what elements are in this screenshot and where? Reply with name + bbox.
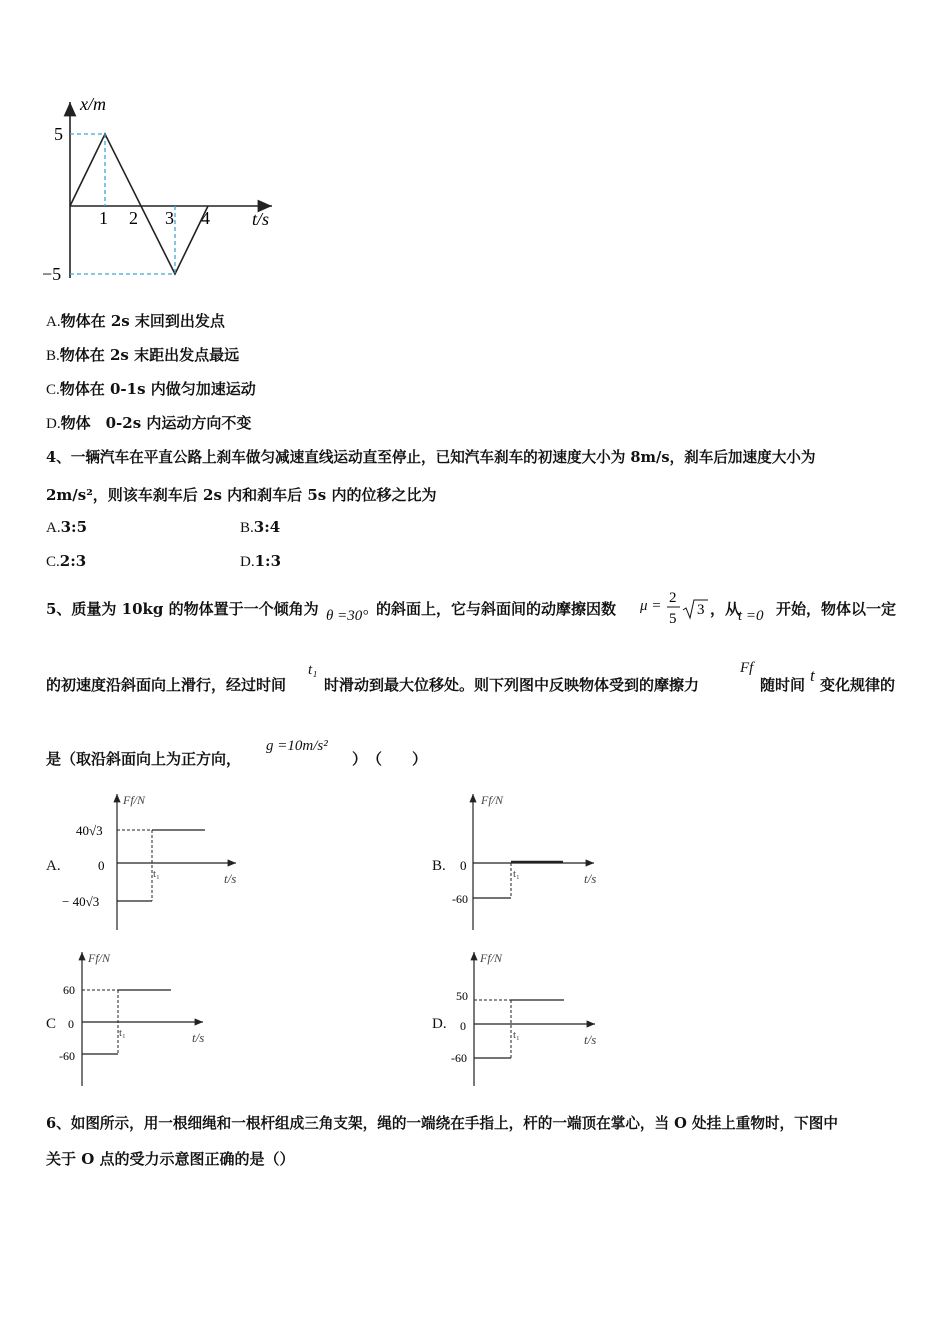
q4-stem-line2: 2m/s²，则该车刹车后 2s 内和刹车后 5s 内的位移之比为 xyxy=(46,486,437,504)
x-axis-label: t/s xyxy=(224,871,237,886)
mu-numerator: 2 xyxy=(669,590,677,606)
q5-theta: θ =30° xyxy=(326,608,369,624)
tick-t1: t₁ xyxy=(153,868,160,880)
tick-neg: -60 xyxy=(59,1049,75,1063)
q5-mu: μ = xyxy=(640,598,662,614)
tick-x-2: 2 xyxy=(129,208,138,228)
tick-neg: -60 xyxy=(452,892,468,906)
tick-x-4: 4 xyxy=(201,208,210,228)
tick-neg: -60 xyxy=(451,1051,467,1065)
y-axis-label: Ff/N xyxy=(88,951,111,965)
q5-t: t xyxy=(810,666,815,685)
q4-option-c: C.2:3 xyxy=(46,552,87,570)
mu-radicand: 3 xyxy=(697,602,705,618)
tick-neg: − 40√3 xyxy=(62,894,100,909)
q6-stem-line1: 6、如图所示，用一根细绳和一根杆组成三角支架，绳的一端绕在手指上，杆的一端顶在掌心，当 O 处挂上重物时，下图中 xyxy=(46,1115,838,1132)
tick-x-1: 1 xyxy=(99,208,108,228)
tick-pos: 40√3 xyxy=(76,823,103,838)
tick-y-neg5: −5 xyxy=(42,264,62,284)
q4-option-d: D.1:3 xyxy=(240,552,282,570)
q5-stem-l2b: 时滑动到最大位移处。则下列图中反映物体受到的摩擦力 xyxy=(324,676,700,694)
graph-a xyxy=(60,790,260,930)
x-axis-label: t/s xyxy=(584,871,597,886)
q5-stem-l2a: 的初速度沿斜面向上滑行，经过时间 xyxy=(46,676,287,694)
mu-denominator: 5 xyxy=(669,611,677,627)
tick-x-3: 3 xyxy=(165,208,174,228)
q5-g: g =10m/s² xyxy=(266,738,328,754)
tick-y-5: 5 xyxy=(54,124,63,144)
y-axis-label: Ff/N xyxy=(480,951,503,965)
graph-b-label: B. xyxy=(432,858,446,874)
tick-pos: 50 xyxy=(456,989,468,1003)
q3-option-a: A.物体在 2s 末回到出发点 xyxy=(46,312,225,330)
q5-mu-fraction xyxy=(664,586,710,630)
q5-stem-p1: 5、质量为 10kg 的物体置于一个倾角为 xyxy=(46,600,319,618)
tick-zero: 0 xyxy=(98,858,105,873)
q3-option-c: C.物体在 0-1s 内做匀加速运动 xyxy=(46,380,256,398)
graph-a-label: A. xyxy=(46,858,61,874)
q5-stem-l2d: 变化规律的 xyxy=(820,676,896,694)
tick-t1: t₁ xyxy=(119,1027,126,1039)
q4-option-b: B.3:4 xyxy=(240,518,281,536)
tick-t1: t₁ xyxy=(513,1029,520,1041)
tick-zero: 0 xyxy=(460,858,467,873)
tick-zero: 0 xyxy=(460,1019,466,1033)
q6-stem-line2: 关于 O 点的受力示意图正确的是（） xyxy=(46,1150,295,1168)
y-axis-label: x/m xyxy=(80,94,106,114)
q4-stem-line1: 4、一辆汽车在平直公路上刹车做匀减速直线运动直至停止，已知汽车刹车的初速度大小为 8m/s，刹车后加速度大小为 xyxy=(46,449,816,466)
graph-d xyxy=(448,948,618,1088)
graph-c-label: C xyxy=(46,1016,57,1032)
q5-t1: t₁ xyxy=(308,662,318,678)
graph-c xyxy=(56,948,226,1088)
graph-b xyxy=(440,790,620,930)
y-axis-label: Ff/N xyxy=(123,793,146,807)
tick-pos: 60 xyxy=(63,983,75,997)
tick-t1: t₁ xyxy=(513,868,520,880)
graph-d-label: D. xyxy=(432,1016,447,1032)
q5-stem-l3b: ） （ ） xyxy=(352,750,428,768)
x-axis-label: t/s xyxy=(252,209,270,229)
q5-stem-p3: ，从 xyxy=(710,600,741,618)
xt-graph xyxy=(40,90,290,290)
y-axis-label: Ff/N xyxy=(481,793,504,807)
q5-Ff: Ff xyxy=(740,660,754,676)
q5-t0: t =0 xyxy=(738,608,764,624)
q5-stem-l2c: 随时间 xyxy=(760,676,806,694)
q3-option-d: D.物体 0-2s 内运动方向不变 xyxy=(46,414,252,432)
q4-option-a: A.3:5 xyxy=(46,518,88,536)
q5-stem-p4: 开始，物体以一定 xyxy=(776,600,897,618)
tick-zero: 0 xyxy=(68,1017,74,1031)
q5-stem-p2: 的斜面上，它与斜面间的动摩擦因数 xyxy=(376,600,617,618)
x-axis-label: t/s xyxy=(584,1032,597,1047)
xt-line xyxy=(70,134,208,274)
q5-stem-l3a: 是（取沿斜面向上为正方向， xyxy=(46,750,242,768)
q3-option-b: B.物体在 2s 末距出发点最远 xyxy=(46,346,240,364)
x-axis-label: t/s xyxy=(192,1030,205,1045)
